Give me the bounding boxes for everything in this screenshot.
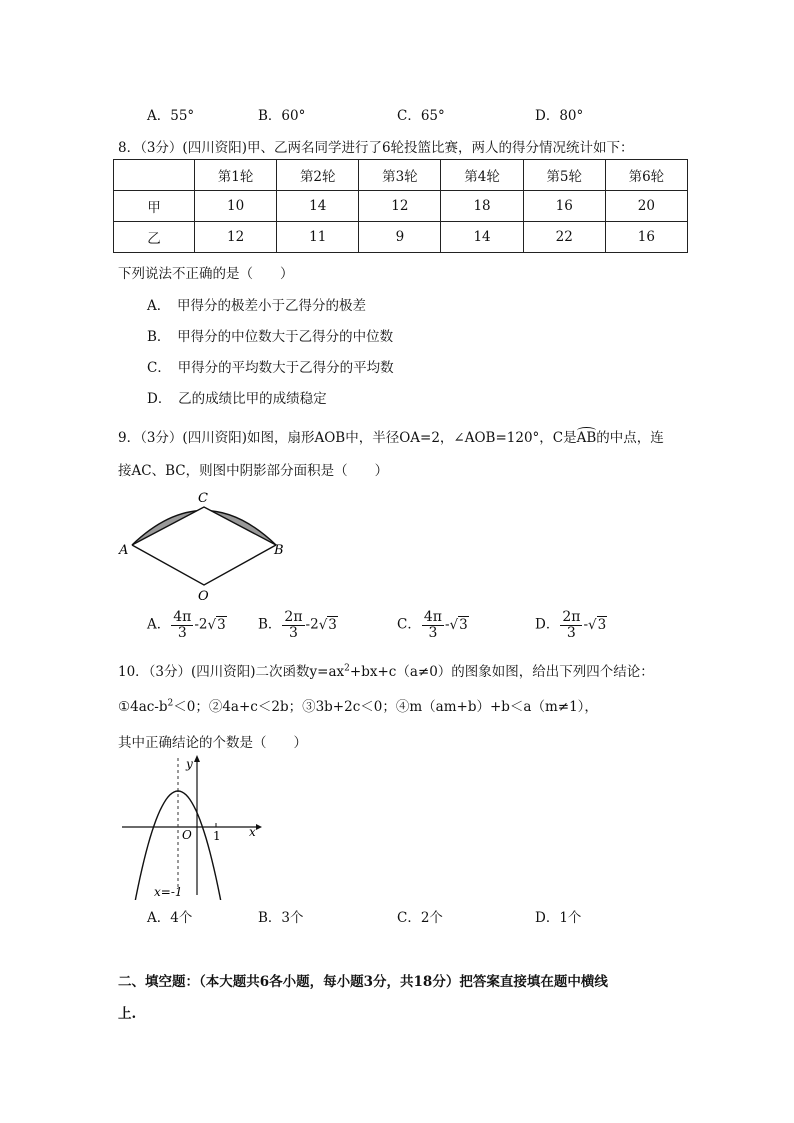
option-text: 1个: [559, 910, 582, 926]
chords-ac-bc: [132, 507, 276, 545]
table-cell: 14: [277, 191, 359, 222]
label-c: C: [198, 491, 208, 506]
option-letter: A．: [147, 108, 171, 124]
label-b: B: [274, 543, 284, 558]
table-header-cell: 第3轮: [359, 160, 441, 191]
option-text: 65°: [420, 108, 445, 124]
option-letter: C．: [397, 616, 421, 633]
fraction: [171, 610, 193, 640]
table-cell: 11: [277, 222, 359, 253]
fraction: [422, 610, 444, 640]
y-axis-arrow: [194, 755, 200, 762]
option-text: 80°: [559, 108, 584, 124]
option-letter: B．: [258, 910, 282, 926]
label-symmetry-axis: x=-1: [154, 885, 183, 899]
sqrt: √3: [449, 616, 468, 633]
fraction-denominator: 3: [428, 624, 438, 641]
label-o: O: [198, 589, 209, 604]
option-letter: A．: [147, 910, 171, 926]
fraction-denominator: 3: [566, 624, 576, 641]
fraction-numerator: 4π: [173, 609, 192, 625]
q7-option-a: [147, 104, 194, 124]
option-letter: B．: [258, 108, 282, 124]
option-letter: C．: [147, 360, 171, 376]
option-letter: A．: [147, 298, 171, 314]
q10-stem-part-b: +bx+c（a≠0）的图象如图，给出下列四个结论：: [349, 664, 654, 680]
table-row: [114, 191, 688, 222]
table-row-label: 乙: [114, 222, 195, 253]
table-cell: 16: [523, 191, 605, 222]
q7-option-c: [397, 104, 445, 124]
fraction-numerator: 2π: [562, 609, 581, 625]
option-text: 3个: [281, 910, 304, 926]
option-letter: C．: [397, 910, 421, 926]
q10-conclusions: [118, 695, 598, 715]
exponent: 2: [344, 663, 350, 674]
option-text: 2个: [420, 910, 443, 926]
radicand: 3: [217, 616, 226, 633]
q9-stem-part1: 9．（3分）(四川资阳)如图，扇形AOB中，半径OA=2，∠AOB=120°，C是: [118, 430, 577, 446]
option-text: 60°: [281, 108, 306, 124]
label-x: x: [249, 825, 256, 839]
sqrt: √3: [318, 616, 337, 633]
option-letter: D．: [147, 391, 172, 407]
radicand: 3: [459, 616, 468, 633]
table-cell: 18: [441, 191, 523, 222]
label-y: y: [186, 757, 193, 771]
parabola-graph: [116, 750, 266, 900]
arc-ab-notation: AB: [576, 430, 597, 446]
table-header-cell: 第4轮: [441, 160, 523, 191]
radicand: 3: [328, 616, 337, 633]
q9-stem-part2: 的中点，连: [596, 430, 664, 446]
q10-conclusion-part-b: ＜0；②4a+c＜2b；③3b+2c＜0；④m（am+b）+b＜a（m≠1），: [173, 699, 598, 715]
q10-question: 其中正确结论的个数是（ ）: [118, 735, 307, 751]
score-table: [113, 159, 688, 253]
table-cell: 20: [605, 191, 687, 222]
option-text: 55°: [170, 108, 195, 124]
label-a: A: [119, 543, 129, 558]
q10-option-b: [258, 906, 304, 926]
radicand: 3: [597, 616, 607, 633]
table-row: [114, 222, 688, 253]
sqrt: √3: [207, 616, 226, 633]
q8-option-b: [147, 325, 393, 345]
fraction-numerator: 4π: [423, 609, 442, 625]
q8-option-d: [147, 387, 327, 407]
exponent: 2: [167, 698, 174, 709]
option-text: 乙的成绩比甲的成绩稳定: [178, 391, 327, 407]
table-header-cell: 第2轮: [277, 160, 359, 191]
q8-option-c: [147, 356, 394, 376]
q9-stem-line1: [118, 426, 664, 446]
q10-stem: [118, 660, 654, 680]
table-corner-cell: [114, 160, 195, 191]
option-letter: B．: [258, 616, 282, 633]
section2-heading: 二、填空题：（本大题共6各小题，每小题3分，共18分）把答案直接填在题中横线: [118, 974, 608, 990]
q7-option-b: [258, 104, 305, 124]
option-text: 甲得分的平均数大于乙得分的平均数: [177, 360, 394, 376]
table-cell: 9: [359, 222, 441, 253]
q9-option-b: [258, 610, 338, 640]
label-one: 1: [213, 829, 221, 843]
table-row-label: 甲: [114, 191, 195, 222]
q7-option-d: [535, 104, 583, 124]
table-header-cell: 第6轮: [605, 160, 687, 191]
table-header-cell: 第5轮: [523, 160, 605, 191]
q9-option-d: [535, 610, 607, 640]
fraction-numerator: 2π: [284, 609, 303, 625]
radii-oa-ob: [132, 545, 276, 585]
q9-stem-line2: 接AC、BC，则图中阴影部分面积是（ ）: [118, 463, 389, 479]
sqrt: √3: [588, 616, 607, 633]
option-text: 4个: [170, 910, 193, 926]
sector-figure: [116, 488, 296, 604]
fraction-denominator: 3: [289, 624, 298, 641]
option-letter: D．: [535, 910, 560, 926]
label-origin: O: [182, 828, 192, 842]
option-letter: C．: [397, 108, 421, 124]
fraction-denominator: 3: [177, 624, 187, 641]
q8-stem: 8．（3分）(四川资阳)甲、乙两名同学进行了6轮投篮比赛，两人的得分情况统计如下：: [118, 140, 634, 156]
table-header-row: [114, 160, 688, 191]
table-cell: 12: [359, 191, 441, 222]
fraction: [282, 610, 304, 640]
operator: -: [444, 616, 450, 633]
table-cell: 22: [523, 222, 605, 253]
option-text: 甲得分的中位数大于乙得分的中位数: [177, 329, 394, 345]
q10-option-d: [535, 906, 581, 926]
q8-question: 下列说法不正确的是（ ）: [118, 266, 294, 282]
table-header-cell: 第1轮: [195, 160, 277, 191]
x-axis-arrow: [256, 824, 262, 830]
option-text: 甲得分的极差小于乙得分的极差: [177, 298, 366, 314]
q8-option-a: [147, 294, 366, 314]
q9-option-a: [147, 610, 227, 640]
table-cell: 10: [195, 191, 277, 222]
option-letter: A．: [147, 616, 171, 633]
option-letter: B．: [147, 329, 171, 345]
section2-heading-cont: 上.: [118, 1006, 137, 1022]
operator: -2: [305, 616, 319, 633]
table-cell: 16: [605, 222, 687, 253]
q10-conclusion-part-a: ①4ac-b: [118, 699, 168, 715]
option-letter: D．: [535, 108, 560, 124]
q10-option-c: [397, 906, 443, 926]
q10-option-a: [147, 906, 192, 926]
table-cell: 12: [195, 222, 277, 253]
table-cell: 14: [441, 222, 523, 253]
q10-stem-part-a: 10．（3分）(四川资阳)二次函数y=ax: [118, 664, 345, 680]
operator: -2: [194, 616, 208, 633]
q9-option-c: [397, 610, 469, 640]
option-letter: D．: [535, 616, 560, 633]
operator: -: [583, 616, 588, 633]
fraction: [560, 610, 582, 640]
